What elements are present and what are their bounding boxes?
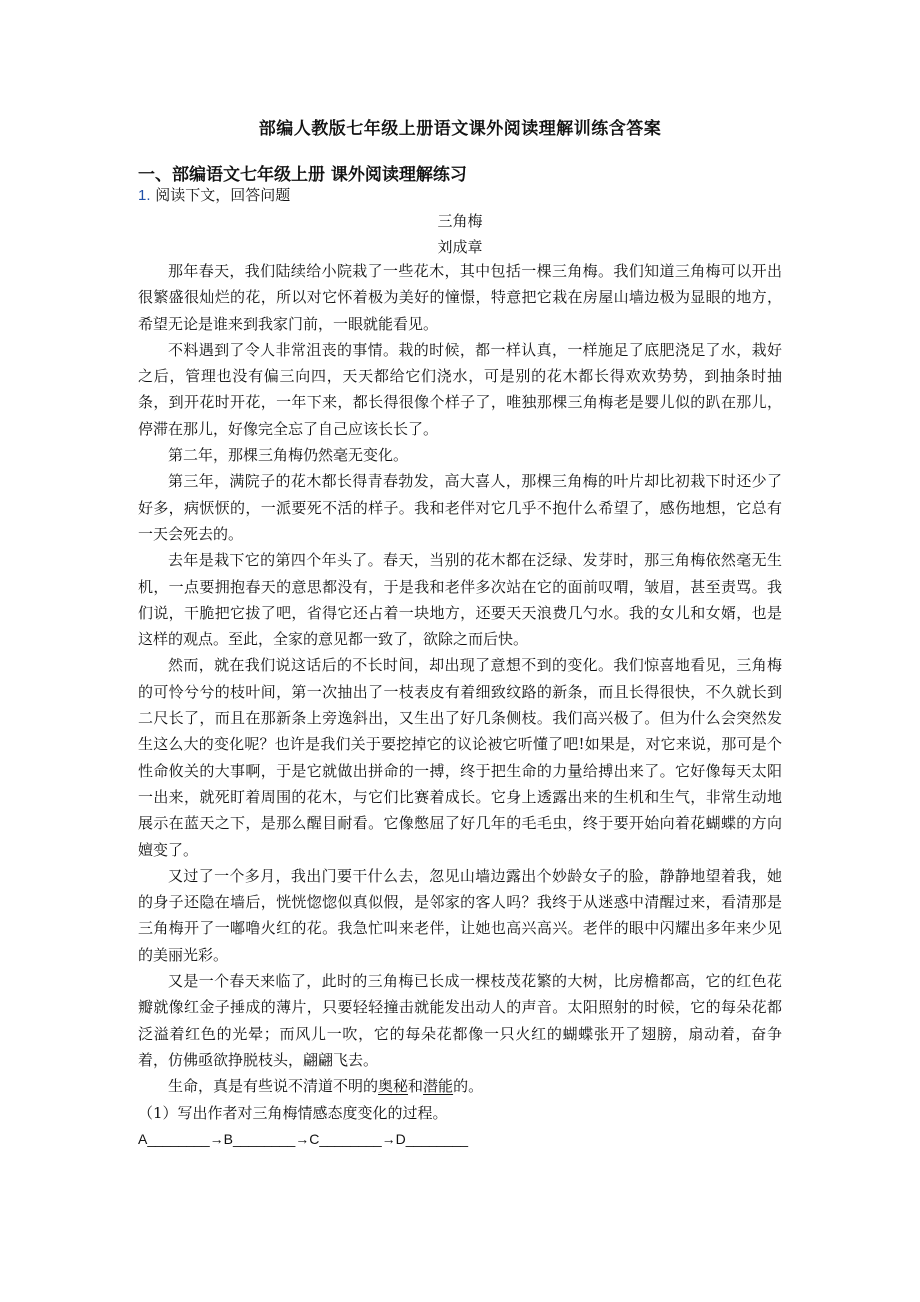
paragraph: 又是一个春天来临了，此时的三角梅已长成一棵枝茂花繁的大树，比房檐都高，它的红色花瓣就像红金子捶成的薄片，只要轻轻撞击就能发出动人的声音。太阳照射的时候，它的每朵花都泛溢着红色的光晕；而风儿一吹，它的每朵花都像一只火红的蝴蝶张开了翅膀，扇动着，奋争着，仿佛亟欲挣脱枝头，翩翩飞去。 — [138, 972, 782, 1069]
sub-question: （1）写出作者对三角梅情感态度变化的过程。 — [138, 1103, 448, 1122]
passage-author: 刘成章 — [437, 238, 483, 256]
question-number: 1. — [138, 187, 151, 204]
passage-title: 三角梅 — [437, 212, 483, 230]
section-title: 一、部编语文七年级上册 课外阅读理解练习 — [138, 165, 467, 185]
underlined-word: 潜能 — [423, 1077, 454, 1096]
closing-paragraph: 生命，真是有些说不清道不明的奥秘和潜能的。 — [168, 1077, 484, 1096]
paragraph: 那年春天，我们陆续给小院栽了一些花木，其中包括一棵三角梅。我们知道三角梅可以开出很繁盛很灿烂的花，所以对它怀着极为美好的憧憬，特意把它栽在房屋山墙边极为显眼的地方，希望无论是谁来到我家门前，一眼就能看见。 — [138, 262, 782, 333]
paragraph: 去年是栽下它的第四个年头了。春天，当别的花木都在泛绿、发芽时，那三角梅依然毫无生机，一点要拥抱春天的意思都没有，于是我和老伴多次站在它的面前叹喟，皱眉，甚至责骂。我们说，干脆把它拔了吧，省得它还占着一块地方，还要天天浪费几勺水。我的女儿和女婿，也是这样的观点。至此，全家的意见都一致了，欲除之而后快。 — [138, 551, 782, 649]
paragraph: 又过了一个多月，我出门要干什么去，忽见山墙边露出个妙龄女子的脸，静静地望着我，她的身子还隐在墙后，恍恍惚惚似真似假，是邻家的客人吗？我终于从迷惑中清醒过来，看清那是三角梅开了一嘟噜火红的花。我急忙叫来老伴，让她也高兴高兴。老伴的眼中闪耀出多年来少见的美丽光彩。 — [138, 866, 782, 964]
answer-blanks[interactable]: A________→B________→C________→D________ — [138, 1130, 469, 1147]
document-title: 部编人教版七年级上册语文课外阅读理解训练含答案 — [258, 119, 662, 139]
passage-body — [138, 258, 782, 1152]
paragraph: 不料遇到了令人非常沮丧的事情。栽的时候，都一样认真，一样施足了底肥浇足了水，栽好之后，管理也没有偏三向四，天天都给它们浇水，可是别的花木都长得欢欢势势，到抽条时抽条，到开花时开花，一年下来，都长得很像个样子了，唯独那棵三角梅老是婴儿似的趴在那儿，停滞在那儿，好像完全忘了自己应该长长了。 — [138, 340, 782, 438]
underlined-word: 奥秘 — [378, 1077, 409, 1096]
paragraph: 然而，就在我们说这话后的不长时间，却出现了意想不到的变化。我们惊喜地看见，三角梅的可怜兮兮的枝叶间，第一次抽出了一枝表皮有着细致纹路的新条，而且长得很快，不久就长到二尺长了，而且在那新条上旁逸斜出，又生出了好几条侧枝。我们高兴极了。但为什么会突然发生这么大的变化呢？也许是我们关于要挖掉它的议论被它听懂了吧!如果是，对它来说，那可是个性命攸关的大事啊，于是它就做出拼命的一搏，终于把生命的力量给搏出来了。它好像每天太阳一出来，就死盯着周围的花木，与它们比赛着成长。它身上透露出来的生机和生气，非常生动地展示在蓝天之下，是那么醒目耐看。它像憋屈了好几年的毛毛虫，终于要开始向着花蝴蝶的方向嬗变了。 — [138, 656, 782, 859]
question-header — [138, 184, 290, 205]
question-prompt: 阅读下文，回答问题 — [155, 186, 291, 204]
paragraph: 第二年，那棵三角梅仍然毫无变化。 — [168, 446, 409, 465]
paragraph: 第三年，满院子的花木都长得青春勃发，高大喜人，那棵三角梅的叶片却比初栽下时还少了好多，病恹恹的，一派要死不活的样子。我和老伴对它几乎不抱什么希望了，感伤地想，它总有一天会死去的。 — [138, 472, 782, 543]
